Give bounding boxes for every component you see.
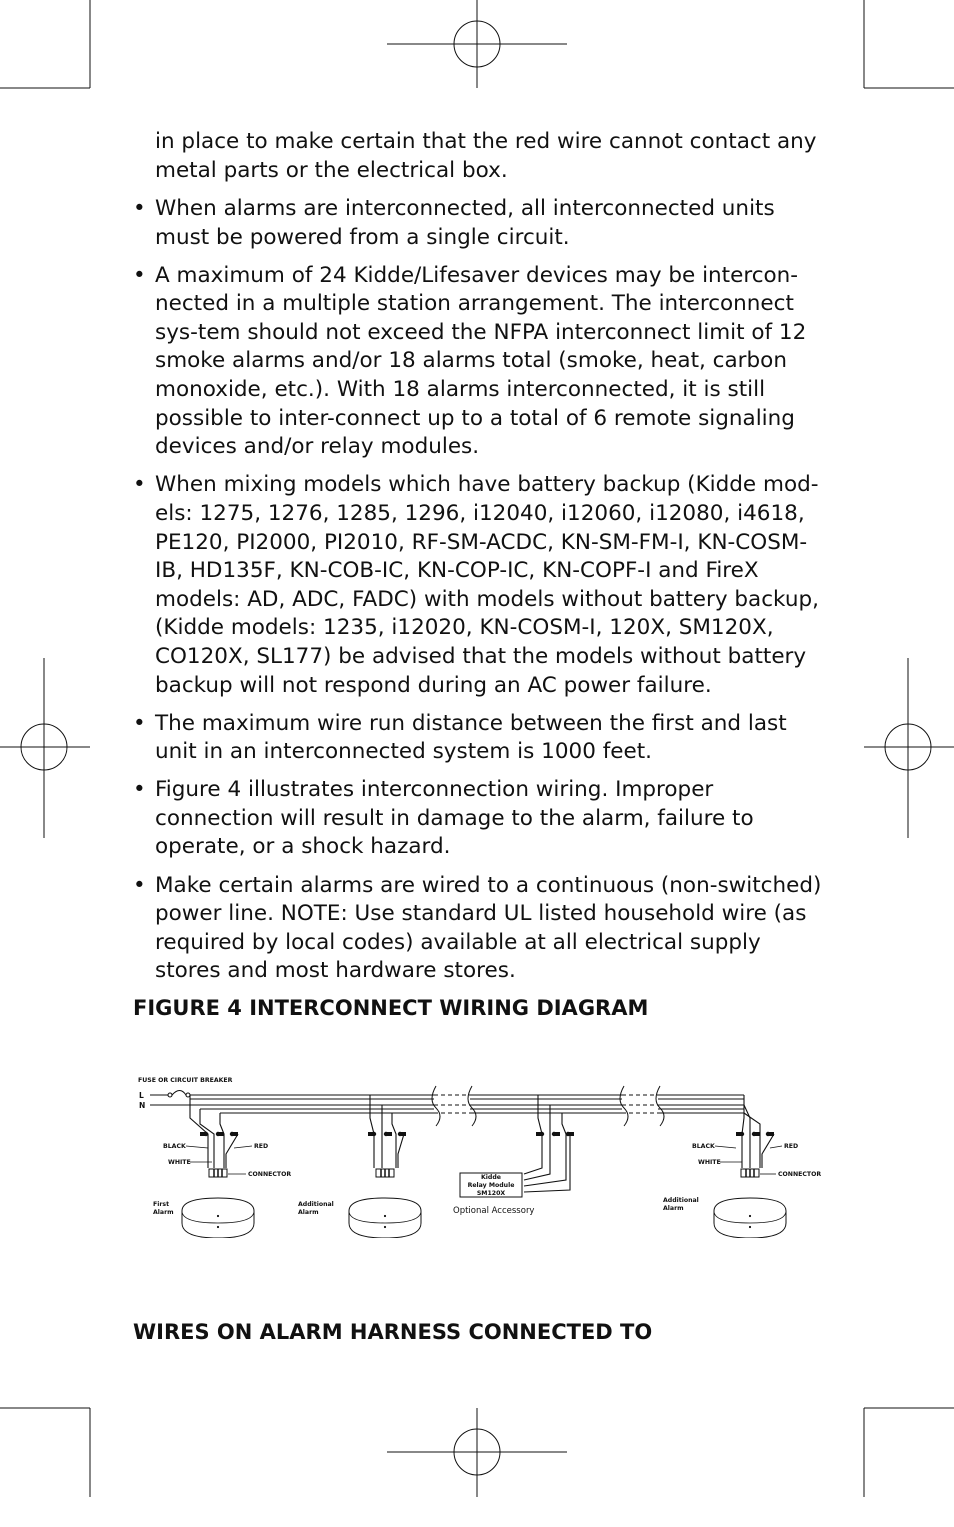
alarm-unit-3 bbox=[714, 1095, 786, 1238]
additional-alarm-label-line1: Additional bbox=[298, 1201, 334, 1208]
bullet-symbol: • bbox=[133, 710, 146, 736]
first-alarm-label-line1: First bbox=[153, 1201, 170, 1208]
bullet-list bbox=[133, 195, 825, 995]
red-label: RED bbox=[254, 1143, 269, 1150]
connector-label: CONNECTOR bbox=[248, 1171, 292, 1178]
list-item bbox=[133, 710, 825, 767]
list-item-text: When alarms are interconnected, all interconnected units must be powered from a single circuit. bbox=[155, 196, 775, 250]
fuse-icon bbox=[150, 1091, 190, 1098]
fuse-label: FUSE OR CIRCUIT BREAKER bbox=[138, 1077, 233, 1084]
wiring-diagram bbox=[130, 1068, 830, 1238]
relay-module-label-line3: SM120X bbox=[476, 1190, 506, 1197]
white-label: WHITE bbox=[698, 1159, 721, 1166]
relay-module-label-line1: Kidde bbox=[481, 1174, 501, 1181]
bullet-symbol: • bbox=[133, 777, 146, 803]
alarm-unit-1 bbox=[182, 1095, 254, 1238]
section-heading: WIRES ON ALARM HARNESS CONNECTED TO bbox=[133, 1320, 653, 1344]
alarm-unit-2 bbox=[349, 1095, 421, 1238]
list-item bbox=[133, 872, 825, 986]
first-alarm-label-line2: Alarm bbox=[153, 1209, 174, 1216]
list-item-text: The maximum wire run distance between the first and last unit in an interconnected system is 1000 feet. bbox=[155, 710, 787, 765]
additional-alarm-label-line2: Alarm bbox=[298, 1209, 319, 1216]
mains-wires bbox=[150, 1095, 744, 1113]
list-item bbox=[133, 262, 825, 462]
bullet-symbol: • bbox=[133, 262, 146, 288]
list-item-text: Make certain alarms are wired to a continuous (non-switched) power line. NOTE: Use standard UL listed household wire (as required by local codes) available at all electrical supply stores and most hardware stores. bbox=[155, 872, 822, 984]
list-item-text: A maximum of 24 Kidde/Lifesaver devices may be intercon-nected in a multiple station arrangement. The interconnect sys-tem should not exceed the NFPA interconnect limit of 12 smoke alarms and/or 18 alarms total (smoke, heat, carbon monoxide, etc.). With 18 alarms interconnected, it is still possible to inter-connect up to a total of 6 remote signaling devices and/or relay modules. bbox=[155, 262, 807, 460]
line-label: L bbox=[139, 1091, 144, 1100]
continuation-text: in place to make certain that the red wire cannot contact any metal parts or the electrical box. bbox=[155, 129, 817, 183]
list-item-text: When mixing models which have battery backup (Kidde mod-els: 1275, 1276, 1285, 1296, i12040, i12060, i12080, i4618, PE120, PI2000, PI2010, RF-SM-ACDC, KN-SM-FM-I, KN-COSM-IB, HD135F, KN-COB-IC, KN-COP-IC, KN-COPF-I and FireX models: AD, ADC, FADC) with models without battery backup, (Kidde models: 1235, i12020, KN-COSM-I, 120X, SM120X, CO120X, SL177) be advised that the models without battery backup will not respond during an AC power failure. bbox=[155, 472, 819, 698]
list-item bbox=[133, 776, 825, 862]
neutral-label: N bbox=[139, 1101, 146, 1110]
list-item bbox=[133, 195, 825, 252]
red-label: RED bbox=[784, 1143, 799, 1150]
list-item bbox=[133, 471, 825, 700]
bullet-symbol: • bbox=[133, 472, 146, 498]
figure-heading: FIGURE 4 INTERCONNECT WIRING DIAGRAM bbox=[133, 996, 649, 1020]
additional-alarm-label-line1: Additional bbox=[663, 1197, 699, 1204]
additional-alarm-label-line2: Alarm bbox=[663, 1205, 684, 1212]
white-label: WHITE bbox=[168, 1159, 191, 1166]
connector-label: CONNECTOR bbox=[778, 1171, 822, 1178]
relay-module-label-line2: Relay Module bbox=[467, 1182, 515, 1189]
black-label: BLACK bbox=[692, 1143, 715, 1150]
bullet-symbol: • bbox=[133, 872, 146, 898]
optional-accessory-label: Optional Accessory bbox=[453, 1206, 535, 1216]
list-item-text: Figure 4 illustrates interconnection wiring. Improper connection will result in damage to the alarm, failure to operate, or a shock hazard. bbox=[155, 777, 754, 860]
bullet-symbol: • bbox=[133, 196, 146, 221]
break-marks bbox=[432, 1086, 664, 1126]
black-label: BLACK bbox=[163, 1143, 186, 1150]
